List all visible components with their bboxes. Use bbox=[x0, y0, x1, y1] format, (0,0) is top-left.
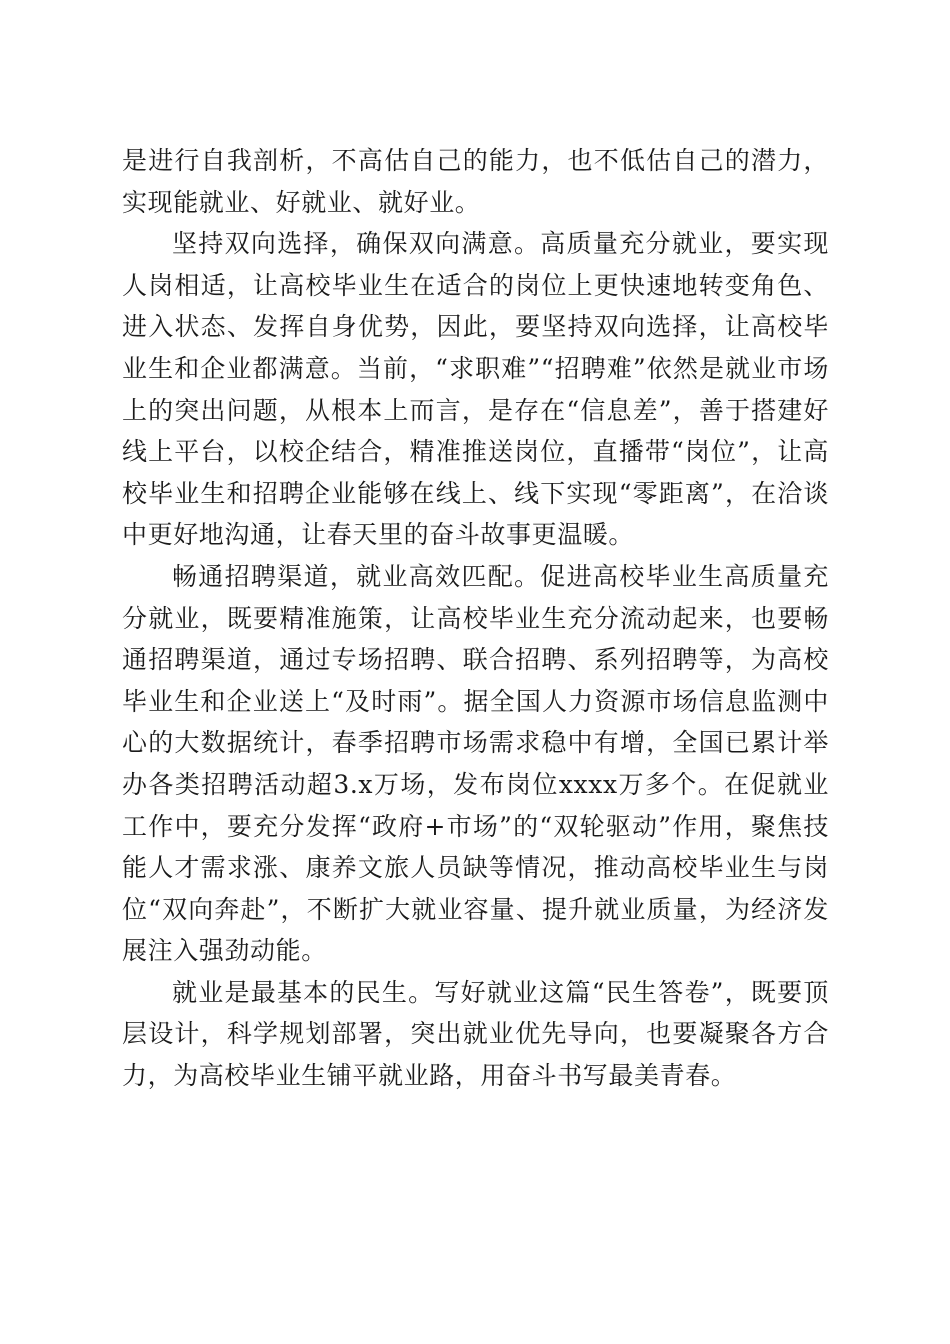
document-body bbox=[122, 140, 829, 1097]
paragraph-4: 就业是最基本的民生。写好就业这篇“民生答卷”，既要顶层设计，科学规划部署，突出就业优先导向，也要凝聚各方合力，为高校毕业生铺平就业路，用奋斗书写最美青春。 bbox=[122, 977, 829, 1091]
paragraph-1: 是进行自我剖析，不高估自己的能力，也不低估自己的潜力，实现能就业、好就业、就好业。 bbox=[122, 146, 829, 217]
paragraph-3: 畅通招聘渠道，就业高效匹配。促进高校毕业生高质量充分就业，既要精准施策，让高校毕业生充分流动起来，也要畅通招聘渠道，通过专场招聘、联合招聘、系列招聘等，为高校毕业生和企业送上“及时雨”。据全国人力资源市场信息监测中心的大数据统计，春季招聘市场需求稳中有增，全国已累计举办各类招聘活动超3.x万场，发布岗位xxxx万多个。在促就业工作中，要充分发挥“政府+市场”的“双轮驱动”作用，聚焦技能人才需求涨、康养文旅人员缺等情况，推动高校毕业生与岗位“双向奔赴”，不断扩大就业容量、提升就业质量，为经济发展注入强劲动能。 bbox=[122, 561, 829, 966]
paragraph-2: 坚持双向选择，确保双向满意。高质量充分就业，要实现人岗相适，让高校毕业生在适合的岗位上更快速地转变角色、进入状态、发挥自身优势，因此，要坚持双向选择，让高校毕业生和企业都满意。当前，“求职难”“招聘难”依然是就业市场上的突出问题，从根本上而言，是存在“信息差”，善于搭建好线上平台，以校企结合，精准推送岗位，直播带“岗位”，让高校毕业生和招聘企业能够在线上、线下实现“零距离”，在洽谈中更好地沟通，让春天里的奋斗故事更温暖。 bbox=[122, 229, 829, 550]
